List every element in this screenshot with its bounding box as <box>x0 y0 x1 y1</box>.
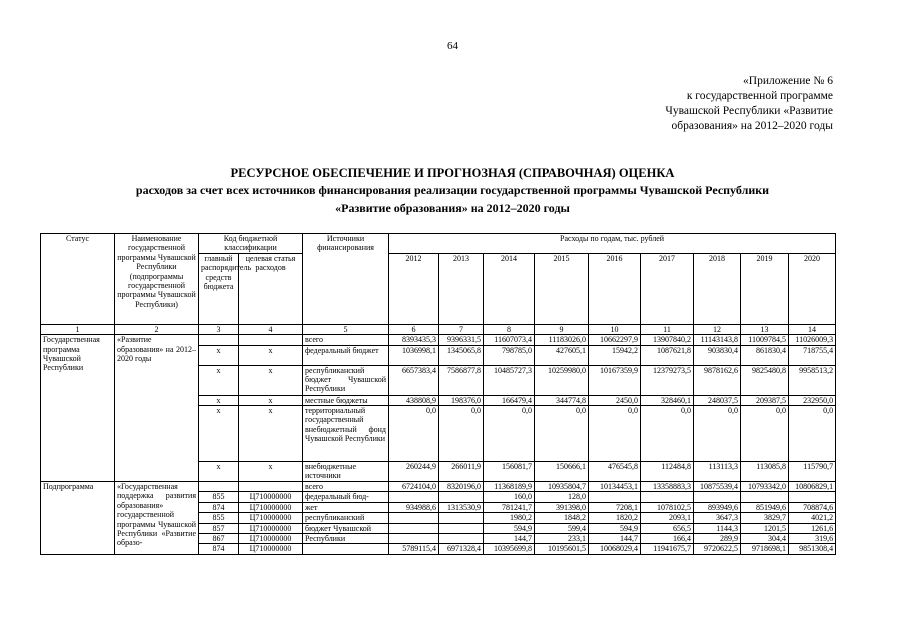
expense-value: 9878162,6 <box>694 365 741 395</box>
expense-value: 6724104,0 <box>389 482 439 492</box>
expense-value: 248037,5 <box>694 395 741 405</box>
expense-value: 10195601,5 <box>535 544 589 554</box>
expense-value: 851949,6 <box>741 502 789 512</box>
expense-value <box>389 513 439 523</box>
target-article-code <box>239 482 303 492</box>
expense-value: 11368189,9 <box>484 482 535 492</box>
expense-value: 0,0 <box>535 406 589 462</box>
expense-value: 10793342,0 <box>741 482 789 492</box>
expense-value: 5789115,4 <box>389 544 439 554</box>
expense-value: 9396331,5 <box>439 335 484 345</box>
expense-value: 11026009,3 <box>789 335 836 345</box>
expense-value: 1820,2 <box>589 513 641 523</box>
col-number: 12 <box>694 324 741 334</box>
appendix-line: образования» на 2012–2020 годы <box>671 120 833 132</box>
target-article-code: Ц710000000 <box>239 502 303 512</box>
subprogram-row <box>41 482 836 492</box>
expense-value: 2093,1 <box>641 513 694 523</box>
main-manager-code: 855 <box>199 513 239 523</box>
target-article-code: x <box>239 406 303 462</box>
target-article-code: x <box>239 345 303 365</box>
expense-value <box>641 492 694 502</box>
appendix-line: «Приложение № 6 <box>743 75 833 87</box>
funding-source: Республики <box>303 534 389 544</box>
funding-source: всего <box>303 335 389 345</box>
col-number: 13 <box>741 324 789 334</box>
main-manager-code: 857 <box>199 523 239 533</box>
expense-value: 128,0 <box>535 492 589 502</box>
funding-source: республиканский <box>303 513 389 523</box>
header-expenses: Расходы по годам, тыс. рублей <box>389 234 836 254</box>
header-status: Статус <box>41 234 115 325</box>
header-target-article: целевая статья расходов <box>239 253 303 324</box>
budget-table <box>40 233 836 555</box>
funding-source: бюджет Чувашской <box>303 523 389 533</box>
expense-value <box>389 534 439 544</box>
target-article-code: Ц710000000 <box>239 544 303 554</box>
expense-value: 861830,4 <box>741 345 789 365</box>
appendix-line: Чувашской Республики «Развитие <box>665 105 833 117</box>
year-2012: 2012 <box>389 253 439 324</box>
expense-value: 10935804,7 <box>535 482 589 492</box>
expense-value: 1313530,9 <box>439 502 484 512</box>
expense-value: 150666,1 <box>535 462 589 482</box>
funding-source <box>303 544 389 554</box>
expense-value: 233,1 <box>535 534 589 544</box>
col-number: 2 <box>115 324 199 334</box>
document-subtitle: расходов за счет всех источников финансирования реализации государственной программы Чувашской Республики <box>135 183 770 197</box>
target-article-code: Ц710000000 <box>239 523 303 533</box>
main-manager-code <box>199 482 239 492</box>
year-2015: 2015 <box>535 253 589 324</box>
col-number: 8 <box>484 324 535 334</box>
expense-value: 156081,7 <box>484 462 535 482</box>
col-number: 14 <box>789 324 836 334</box>
expense-value: 8320196,0 <box>439 482 484 492</box>
expense-value: 10662297,9 <box>589 335 641 345</box>
year-2017: 2017 <box>641 253 694 324</box>
expense-value: 0,0 <box>741 406 789 462</box>
expense-value: 1078102,5 <box>641 502 694 512</box>
expense-value: 0,0 <box>589 406 641 462</box>
target-article-code: Ц710000000 <box>239 534 303 544</box>
expense-value: 115790,7 <box>789 462 836 482</box>
expense-value: 903830,4 <box>694 345 741 365</box>
expense-value: 9825480,8 <box>741 365 789 395</box>
program-section <box>41 335 836 482</box>
expense-value: 3829,7 <box>741 513 789 523</box>
expense-value <box>439 513 484 523</box>
expense-value <box>439 534 484 544</box>
expense-value <box>389 492 439 502</box>
expense-value: 10875539,4 <box>694 482 741 492</box>
expense-value: 144,7 <box>589 534 641 544</box>
expense-value: 160,0 <box>484 492 535 502</box>
expense-value: 113085,8 <box>741 462 789 482</box>
expense-value: 266011,9 <box>439 462 484 482</box>
expense-value: 8393435,3 <box>389 335 439 345</box>
col-number: 6 <box>389 324 439 334</box>
col-number: 5 <box>303 324 389 334</box>
expense-value: 476545,8 <box>589 462 641 482</box>
expense-value: 0,0 <box>389 406 439 462</box>
funding-source: территориальный государственный внебюджетный фонд Чувашской Республики <box>303 406 389 462</box>
funding-source: внебюджетные источники <box>303 462 389 482</box>
expense-value: 0,0 <box>439 406 484 462</box>
expense-value: 4021,2 <box>789 513 836 523</box>
main-manager-code: x <box>199 365 239 395</box>
expense-value: 304,4 <box>741 534 789 544</box>
main-manager-code: x <box>199 345 239 365</box>
expense-value: 3647,3 <box>694 513 741 523</box>
header-budget-code: Код бюджетной классификации <box>199 234 303 254</box>
expense-value: 11143143,8 <box>694 335 741 345</box>
col-number: 3 <box>199 324 239 334</box>
expense-value: 0,0 <box>484 406 535 462</box>
expense-value: 11607073,4 <box>484 335 535 345</box>
expense-value: 10134453,1 <box>589 482 641 492</box>
expense-value <box>589 492 641 502</box>
col-number: 7 <box>439 324 484 334</box>
header-sources: Источники финансирования <box>303 234 389 325</box>
expense-value: 708874,6 <box>789 502 836 512</box>
expense-value: 594,9 <box>484 523 535 533</box>
year-2019: 2019 <box>741 253 789 324</box>
target-article-code: x <box>239 365 303 395</box>
page-number: 64 <box>447 40 458 52</box>
expense-value: 1201,5 <box>741 523 789 533</box>
col-number: 1 <box>41 324 115 334</box>
expense-value: 12379273,5 <box>641 365 694 395</box>
target-article-code: x <box>239 395 303 405</box>
expense-value: 934988,6 <box>389 502 439 512</box>
expense-value <box>439 492 484 502</box>
expense-value: 0,0 <box>789 406 836 462</box>
expense-value: 2450,0 <box>589 395 641 405</box>
year-2020: 2020 <box>789 253 836 324</box>
expense-value: 11183026,0 <box>535 335 589 345</box>
expense-value: 781241,7 <box>484 502 535 512</box>
target-article-code: x <box>239 462 303 482</box>
expense-value: 594,9 <box>589 523 641 533</box>
expense-value: 11941675,7 <box>641 544 694 554</box>
expense-value: 232950,0 <box>789 395 836 405</box>
document-title: РЕСУРСНОЕ ОБЕСПЕЧЕНИЕ И ПРОГНОЗНАЯ (СПРАВОЧНАЯ) ОЦЕНКА <box>230 166 675 180</box>
funding-source: жет <box>303 502 389 512</box>
expense-value <box>439 523 484 533</box>
program-status: Государственная программа Чувашской Республики <box>41 335 115 482</box>
main-manager-code: 874 <box>199 502 239 512</box>
expense-value: 1345065,8 <box>439 345 484 365</box>
target-article-code: Ц710000000 <box>239 492 303 502</box>
expense-value: 166479,4 <box>484 395 535 405</box>
expense-value: 7586877,8 <box>439 365 484 395</box>
expense-value: 1144,3 <box>694 523 741 533</box>
year-2018: 2018 <box>694 253 741 324</box>
main-manager-code: 855 <box>199 492 239 502</box>
expense-value: 6657383,4 <box>389 365 439 395</box>
subprogram-section <box>41 482 836 555</box>
expense-value: 1848,2 <box>535 513 589 523</box>
expense-value <box>389 523 439 533</box>
expense-value: 438808,9 <box>389 395 439 405</box>
expense-value: 11009784,5 <box>741 335 789 345</box>
expense-value: 1036998,1 <box>389 345 439 365</box>
funding-source: федеральный бюд- <box>303 492 389 502</box>
main-manager-code: x <box>199 462 239 482</box>
expense-value: 798785,0 <box>484 345 535 365</box>
expense-value: 7208,1 <box>589 502 641 512</box>
appendix-line: к государственной программе <box>686 90 833 102</box>
expense-value: 198376,0 <box>439 395 484 405</box>
expense-value: 10259980,0 <box>535 365 589 395</box>
expense-value <box>789 492 836 502</box>
expense-value <box>741 492 789 502</box>
expense-value: 260244,9 <box>389 462 439 482</box>
main-manager-code <box>199 335 239 345</box>
expense-value: 10068029,4 <box>589 544 641 554</box>
funding-source: федеральный бюджет <box>303 345 389 365</box>
funding-source: республиканский бюджет Чувашской Республики <box>303 365 389 395</box>
expense-value: 9851308,4 <box>789 544 836 554</box>
document-subtitle-program: «Развитие образования» на 2012–2020 годы <box>335 201 570 215</box>
expense-value: 9720622,5 <box>694 544 741 554</box>
expense-value: 427605,1 <box>535 345 589 365</box>
expense-value: 599,4 <box>535 523 589 533</box>
expense-value: 1261,6 <box>789 523 836 533</box>
appendix-note <box>613 74 833 134</box>
expense-value <box>694 492 741 502</box>
expense-value: 0,0 <box>694 406 741 462</box>
expense-value: 0,0 <box>641 406 694 462</box>
subprogram-status: Подпрограмма <box>41 482 115 555</box>
col-number: 10 <box>589 324 641 334</box>
expense-value: 328460,1 <box>641 395 694 405</box>
expense-value: 113113,3 <box>694 462 741 482</box>
expense-value: 144,7 <box>484 534 535 544</box>
main-manager-code: x <box>199 395 239 405</box>
expense-value: 319,6 <box>789 534 836 544</box>
program-name: «Развитие образования» на 2012–2020 годы <box>115 335 199 482</box>
col-number: 11 <box>641 324 694 334</box>
main-manager-code: 874 <box>199 544 239 554</box>
year-2013: 2013 <box>439 253 484 324</box>
expense-value: 9718698,1 <box>741 544 789 554</box>
funding-source: местные бюджеты <box>303 395 389 405</box>
expense-value: 10485727,3 <box>484 365 535 395</box>
expense-value: 1087621,8 <box>641 345 694 365</box>
expense-value: 209387,5 <box>741 395 789 405</box>
expense-value: 391398,0 <box>535 502 589 512</box>
expense-value: 13358883,3 <box>641 482 694 492</box>
expense-value: 656,5 <box>641 523 694 533</box>
target-article-code: Ц710000000 <box>239 513 303 523</box>
col-number: 9 <box>535 324 589 334</box>
header-main-manager: главный распорядитель средств бюджета <box>199 253 239 324</box>
expense-value: 289,9 <box>694 534 741 544</box>
expense-value: 15942,2 <box>589 345 641 365</box>
column-numbers-row <box>41 324 836 334</box>
main-manager-code: x <box>199 406 239 462</box>
expense-value: 10806829,1 <box>789 482 836 492</box>
main-manager-code: 867 <box>199 534 239 544</box>
expense-value: 10395699,8 <box>484 544 535 554</box>
expense-value: 112484,8 <box>641 462 694 482</box>
expense-value: 10167359,9 <box>589 365 641 395</box>
program-row <box>41 335 836 345</box>
expense-value: 6971328,4 <box>439 544 484 554</box>
expense-value: 13907840,2 <box>641 335 694 345</box>
funding-source: всего <box>303 482 389 492</box>
col-number: 4 <box>239 324 303 334</box>
year-2016: 2016 <box>589 253 641 324</box>
expense-value: 1980,2 <box>484 513 535 523</box>
subprogram-name: «Государственная поддержка развития образования» государственной программы Чувашской Республики «Развитие образо- <box>115 482 199 555</box>
header-row <box>41 234 836 254</box>
expense-value: 718755,4 <box>789 345 836 365</box>
expense-value: 893949,6 <box>694 502 741 512</box>
year-2014: 2014 <box>484 253 535 324</box>
expense-value: 344774,8 <box>535 395 589 405</box>
header-name: Наименование государственной программы Чувашской Республики (подпрограммы государственной программы Чувашской Республики) <box>115 234 199 325</box>
target-article-code <box>239 335 303 345</box>
expense-value: 9958513,2 <box>789 365 836 395</box>
expense-value: 166,4 <box>641 534 694 544</box>
